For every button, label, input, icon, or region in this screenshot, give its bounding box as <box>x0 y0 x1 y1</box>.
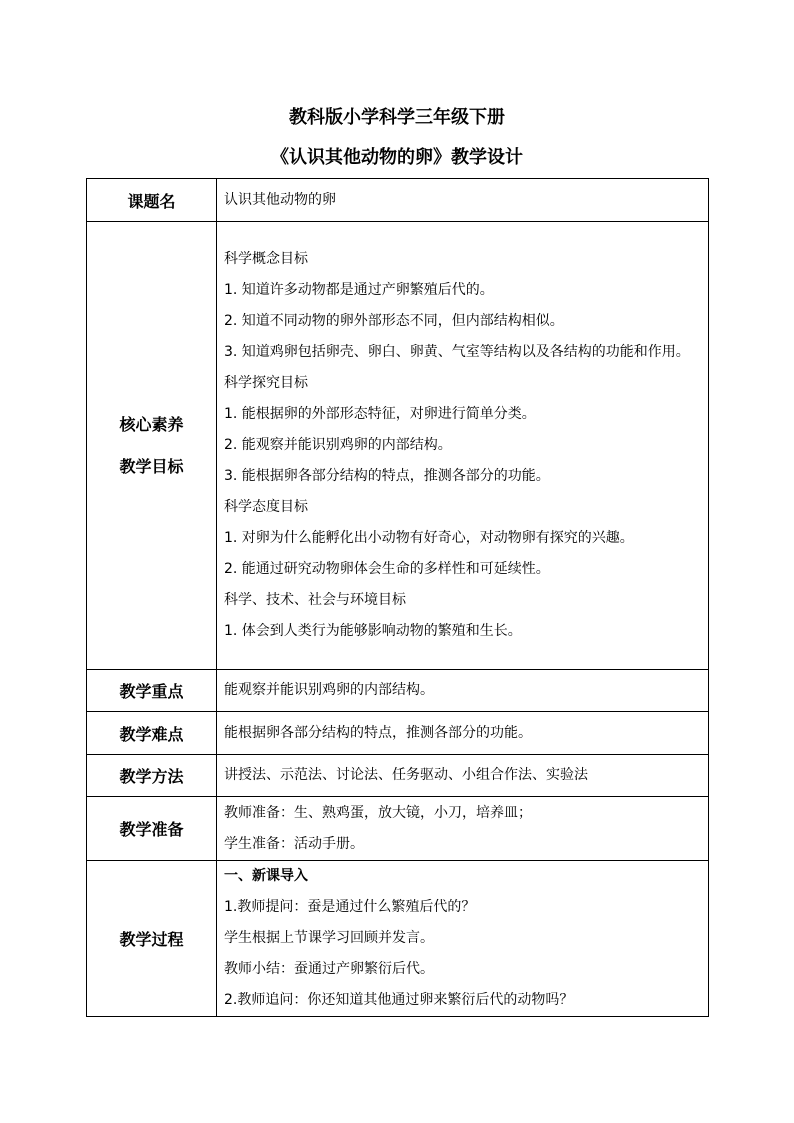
goals-label-line-1: 核心素养 <box>119 414 184 434</box>
goal-line: 科学态度目标 <box>224 499 308 515</box>
process-line: 教师小结：蚕通过产卵繁衍后代。 <box>224 961 434 977</box>
table-row-process <box>87 861 709 1017</box>
process-line: 学生根据上节课学习回顾并发言。 <box>224 930 434 946</box>
goal-line: 1. 对卵为什么能孵化出小动物有好奇心，对动物卵有探究的兴趣。 <box>224 530 634 546</box>
goal-line: 科学概念目标 <box>224 251 308 267</box>
table-row-method <box>87 755 709 797</box>
preparation-student: 学生准备：活动手册。 <box>224 835 364 852</box>
goals-label <box>87 222 217 670</box>
goals-label-line-2: 教学目标 <box>119 456 184 476</box>
goal-line: 3. 能根据卵各部分结构的特点，推测各部分的功能。 <box>224 468 550 484</box>
table-row-difficulty <box>87 712 709 755</box>
difficulty-text: 能根据卵各部分结构的特点，推测各部分的功能。 <box>224 724 532 741</box>
process-section-heading: 一、新课导入 <box>224 868 308 884</box>
goal-line: 2. 能观察并能识别鸡卵的内部结构。 <box>224 437 452 453</box>
process-label: 教学过程 <box>87 861 217 1017</box>
goal-line: 1. 知道许多动物都是通过产卵繁殖后代的。 <box>224 282 494 298</box>
lesson-plan-table <box>86 178 709 1017</box>
preparation-label: 教学准备 <box>87 797 217 861</box>
goal-line: 1. 能根据卵的外部形态特征，对卵进行简单分类。 <box>224 406 536 422</box>
method-text: 讲授法、示范法、讨论法、任务驱动、小组合作法、实验法 <box>224 767 588 783</box>
key-point-label: 教学重点 <box>87 670 217 712</box>
goal-line: 2. 能通过研究动物卵体会生命的多样性和可延续性。 <box>224 561 550 577</box>
table-row-topic <box>87 179 709 222</box>
key-point-value <box>217 670 709 712</box>
difficulty-value <box>217 712 709 755</box>
key-point-text: 能观察并能识别鸡卵的内部结构。 <box>224 682 434 698</box>
table-row-preparation <box>87 797 709 861</box>
method-label: 教学方法 <box>87 755 217 797</box>
topic-value <box>217 179 709 222</box>
goal-line: 科学、技术、社会与环境目标 <box>224 592 406 608</box>
table-row-key-point <box>87 670 709 712</box>
difficulty-label: 教学难点 <box>87 712 217 755</box>
goal-line: 1. 体会到人类行为能够影响动物的繁殖和生长。 <box>224 623 522 639</box>
topic-label: 课题名 <box>87 179 217 222</box>
preparation-value <box>217 797 709 861</box>
goal-line: 3. 知道鸡卵包括卵壳、卵白、卵黄、气室等结构以及各结构的功能和作用。 <box>224 344 690 360</box>
topic-text: 认识其他动物的卵 <box>224 191 336 208</box>
goals-content <box>217 222 709 670</box>
method-value <box>217 755 709 797</box>
preparation-teacher: 教师准备：生、熟鸡蛋，放大镜，小刀，培养皿； <box>224 804 532 821</box>
process-content <box>217 861 709 1017</box>
goal-line: 2. 知道不同动物的卵外部形态不同，但内部结构相似。 <box>224 313 564 329</box>
document-subtitle: 《认识其他动物的卵》教学设计 <box>271 147 523 168</box>
goal-line: 科学探究目标 <box>224 375 308 391</box>
table-row-goals <box>87 222 709 670</box>
document-title: 教科版小学科学三年级下册 <box>289 107 505 128</box>
process-line: 2.教师追问：你还知道其他通过卵来繁衍后代的动物吗？ <box>224 992 574 1008</box>
process-line: 1.教师提问：蚕是通过什么繁殖后代的？ <box>224 899 476 915</box>
